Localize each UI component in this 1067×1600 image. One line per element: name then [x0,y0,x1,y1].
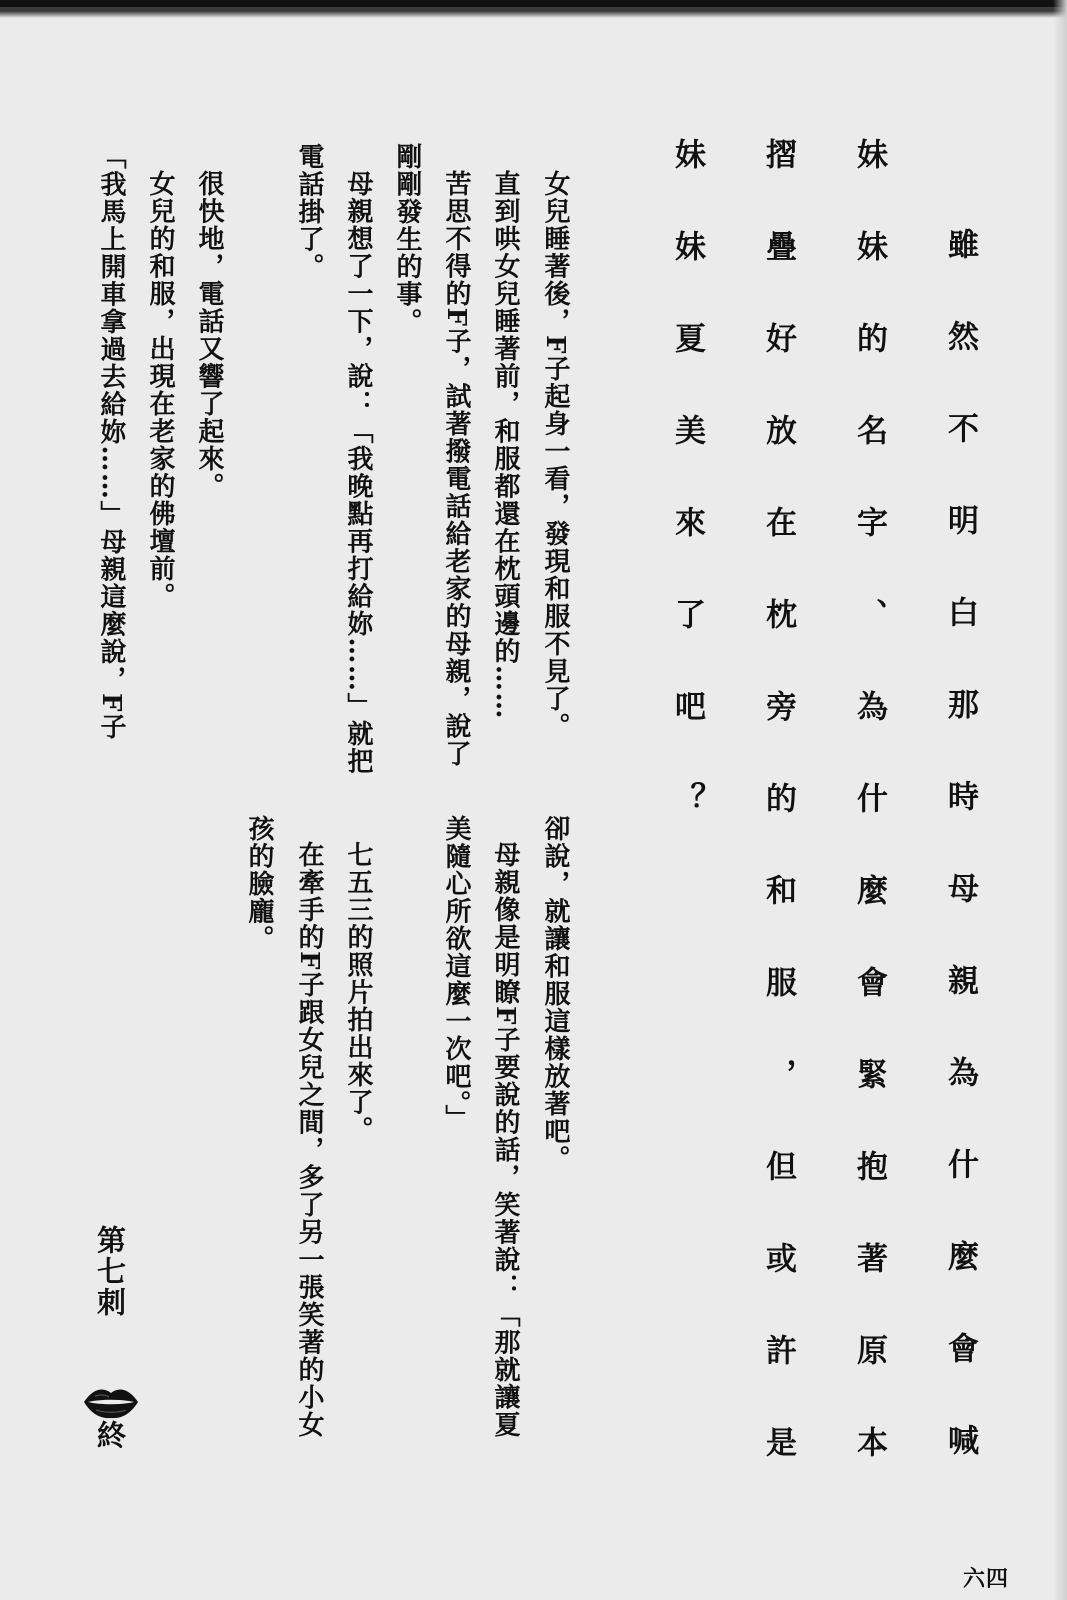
lower-line-4: 七五三的照片拍出來了。 [343,841,373,1144]
page-number: 六四 [963,1566,1010,1592]
chapter-end-mark: 終 [93,1420,127,1451]
lower-line-3: 美隨心所欲這麼一次吧。」 [441,815,471,1132]
poem-line-2: 妹妹的名字、為什麼會緊抱著原本 [851,138,887,1518]
lips-icon [82,1384,140,1420]
upper-line-1: 女兒睡著後，F子起身一看，發現和服不見了。 [540,170,570,740]
upper-line-8: 女兒的和服，出現在老家的佛壇前。 [145,170,175,610]
lower-line-1: 卻說，就讓和服這樣放著吧。 [540,815,570,1173]
poem-line-3: 摺疊好放在枕旁的和服，但或許是 [760,138,796,1518]
upper-line-4: 剛剛發生的事。 [392,143,422,336]
lower-line-2: 母親像是明瞭F子要說的話，笑著說：「那就讓夏 [490,841,520,1439]
lower-line-5: 在牽手的F子跟女兒之間，多了另一張笑著的小女 [294,841,324,1439]
upper-line-5: 母親想了一下，說：「我晚點再打給妳……」就把 [343,170,373,775]
upper-line-7: 很快地，電話又響了起來。 [194,170,224,500]
upper-line-9: 「我馬上開車拿過去給妳……」母親這麼說，F子 [96,143,126,741]
upper-line-6: 電話掛了。 [294,143,324,281]
page-right-edge [1053,0,1067,1600]
lower-line-6: 孩的臉龐。 [244,815,274,953]
upper-line-3: 苦思不得的F子，試著撥電話給老家的母親，說了 [441,170,471,768]
page-top-edge [0,0,1067,18]
poem-line-1: 雖然不明白那時母親為什麼會喊 [942,228,978,1516]
poem-line-4: 妹妹夏美來了吧？ [669,138,705,874]
chapter-title: 第七刺 [93,1225,127,1318]
upper-line-2: 直到哄女兒睡著前，和服都還在枕頭邊的…… [490,170,520,720]
